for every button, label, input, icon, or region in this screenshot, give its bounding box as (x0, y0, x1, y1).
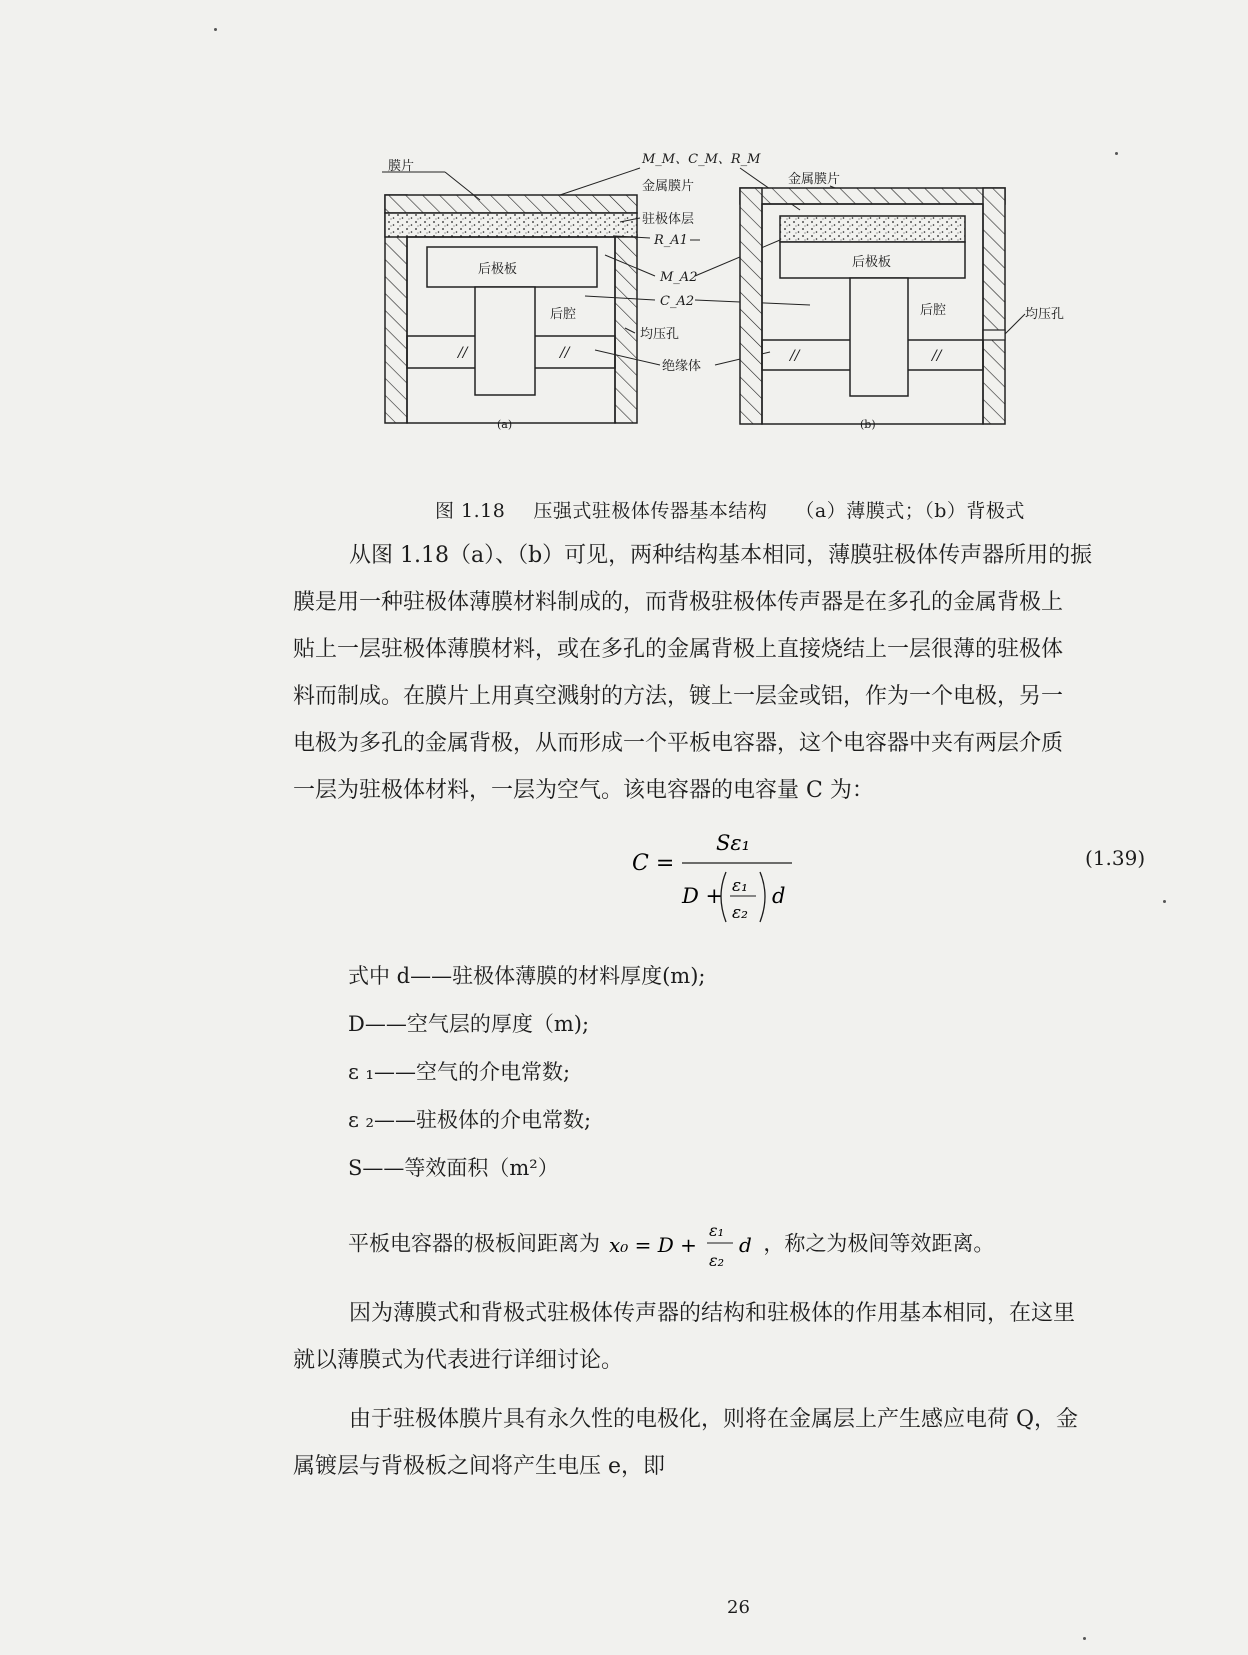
equation-number: (1.39) (1085, 846, 1146, 870)
symbol-def: ε ₁——空气的介电常数; (348, 1060, 571, 1084)
paragraph-line: 属镀层与背极板之间将产生电压 e，即 (293, 1454, 666, 1479)
electret-layer-label: 驻极体层 (642, 212, 695, 227)
svg-text:ε₂: ε₂ (708, 1251, 724, 1270)
symbol-def: D——空气层的厚度（m); (348, 1012, 590, 1036)
x0-formula (607, 1214, 757, 1276)
symbol-def: S——等效面积（m²） (348, 1156, 559, 1180)
equalizing-hole-label-a: 均压孔 (640, 327, 680, 342)
capacitance-formula (630, 828, 830, 938)
back-cavity-label-b: 后腔 (920, 303, 947, 318)
diagram-b (740, 171, 1064, 431)
scan-speck (1083, 1637, 1086, 1640)
membrane-label: 膜片 (388, 159, 415, 174)
paragraph-line: 就以薄膜式为代表进行详细讨论。 (293, 1348, 624, 1373)
paragraph-line: 膜是用一种驻极体薄膜材料制成的，而背极驻极体传声器是在多孔的金属背极上 (293, 590, 1064, 615)
formula-eps2: ε₂ (732, 903, 748, 923)
scan-speck (1163, 900, 1166, 903)
ra1-label: R_A1 (654, 233, 688, 248)
equivalent-distance-line (348, 1214, 994, 1276)
back-cavity-label-a: 后腔 (550, 307, 577, 322)
svg-text:ε₁: ε₁ (708, 1221, 724, 1240)
x0-prefix: 平板电容器的极板间距离为 (348, 1231, 600, 1256)
formula-den-d: D + (682, 884, 724, 908)
subfigure-b-label: (b) (860, 418, 876, 431)
formula-den-small-d: d (772, 884, 786, 908)
metal-membrane-label-b: 金属膜片 (788, 172, 841, 187)
svg-text://: // (790, 348, 800, 364)
paragraph-2 (293, 1290, 1153, 1384)
formula-eps1: ε₁ (732, 876, 748, 896)
paragraph-line: 一层为驻极体材料，一层为空气。该电容器的电容量 C 为： (293, 778, 874, 803)
caption-number: 图 1.18 (435, 500, 506, 522)
figure-caption (435, 496, 1053, 523)
backplate-label-a: 后极板 (478, 262, 518, 277)
paragraph-line: 电极为多孔的金属背极，从而形成一个平板电容器，这个电容器中夹有两层介质 (293, 731, 1064, 756)
scan-speck (214, 28, 217, 31)
paragraph-line: 从图 1.18（a）、（b）可见，两种结构基本相同，薄膜驻极体传声器所用的振 (349, 543, 1093, 568)
page-number: 26 (727, 1597, 750, 1618)
paragraph-line: 贴上一层驻极体薄膜材料，或在多孔的金属背极上直接烧结上一层很薄的驻极体 (293, 637, 1064, 662)
paragraph-1 (293, 532, 1153, 814)
symbol-def: 式中 d——驻极体薄膜的材料厚度(m); (348, 964, 706, 988)
formula-numerator: Sε₁ (716, 831, 751, 855)
subfigure-a-label: (a) (497, 418, 513, 431)
metal-membrane-label-a: 金属膜片 (642, 179, 695, 194)
backplate-label-b: 后极板 (852, 255, 892, 270)
paragraph-3 (293, 1396, 1153, 1490)
ca2-label: C_A2 (660, 294, 695, 309)
mcr-label: M_M、C_M、R_M (642, 152, 761, 167)
svg-text://: // (932, 348, 942, 364)
formula-lhs: C = (632, 851, 675, 876)
x0-suffix: ，称之为极间等效距离。 (763, 1231, 995, 1256)
svg-text:d: d (738, 1233, 752, 1257)
svg-text:x₀ = D +: x₀ = D + (608, 1233, 697, 1257)
ma2-label: M_A2 (660, 270, 698, 285)
paragraph-line: 料而制成。在膜片上用真空溅射的方法，镀上一层金或铝，作为一个电极，另一 (293, 684, 1064, 709)
svg-text://: // (560, 345, 570, 361)
microphone-structure-figure (360, 150, 1160, 460)
equalizing-hole-label-b: 均压孔 (1025, 307, 1065, 322)
caption-title: 压强式驻极体传器基本结构 (533, 500, 768, 522)
symbol-def: ε ₂——驻极体的介电常数; (348, 1108, 592, 1132)
svg-text://: // (458, 345, 468, 361)
insulator-label: 绝缘体 (662, 359, 702, 374)
paragraph-line: 由于驻极体膜片具有永久性的电极化，则将在金属层上产生感应电荷 Q，金 (349, 1407, 1079, 1432)
caption-parts: （a）薄膜式；（b）背极式 (795, 500, 1025, 522)
diagram-a (382, 158, 637, 431)
paragraph-line: 因为薄膜式和背极式驻极体传声器的结构和驻极体的作用基本相同，在这里 (349, 1301, 1076, 1326)
